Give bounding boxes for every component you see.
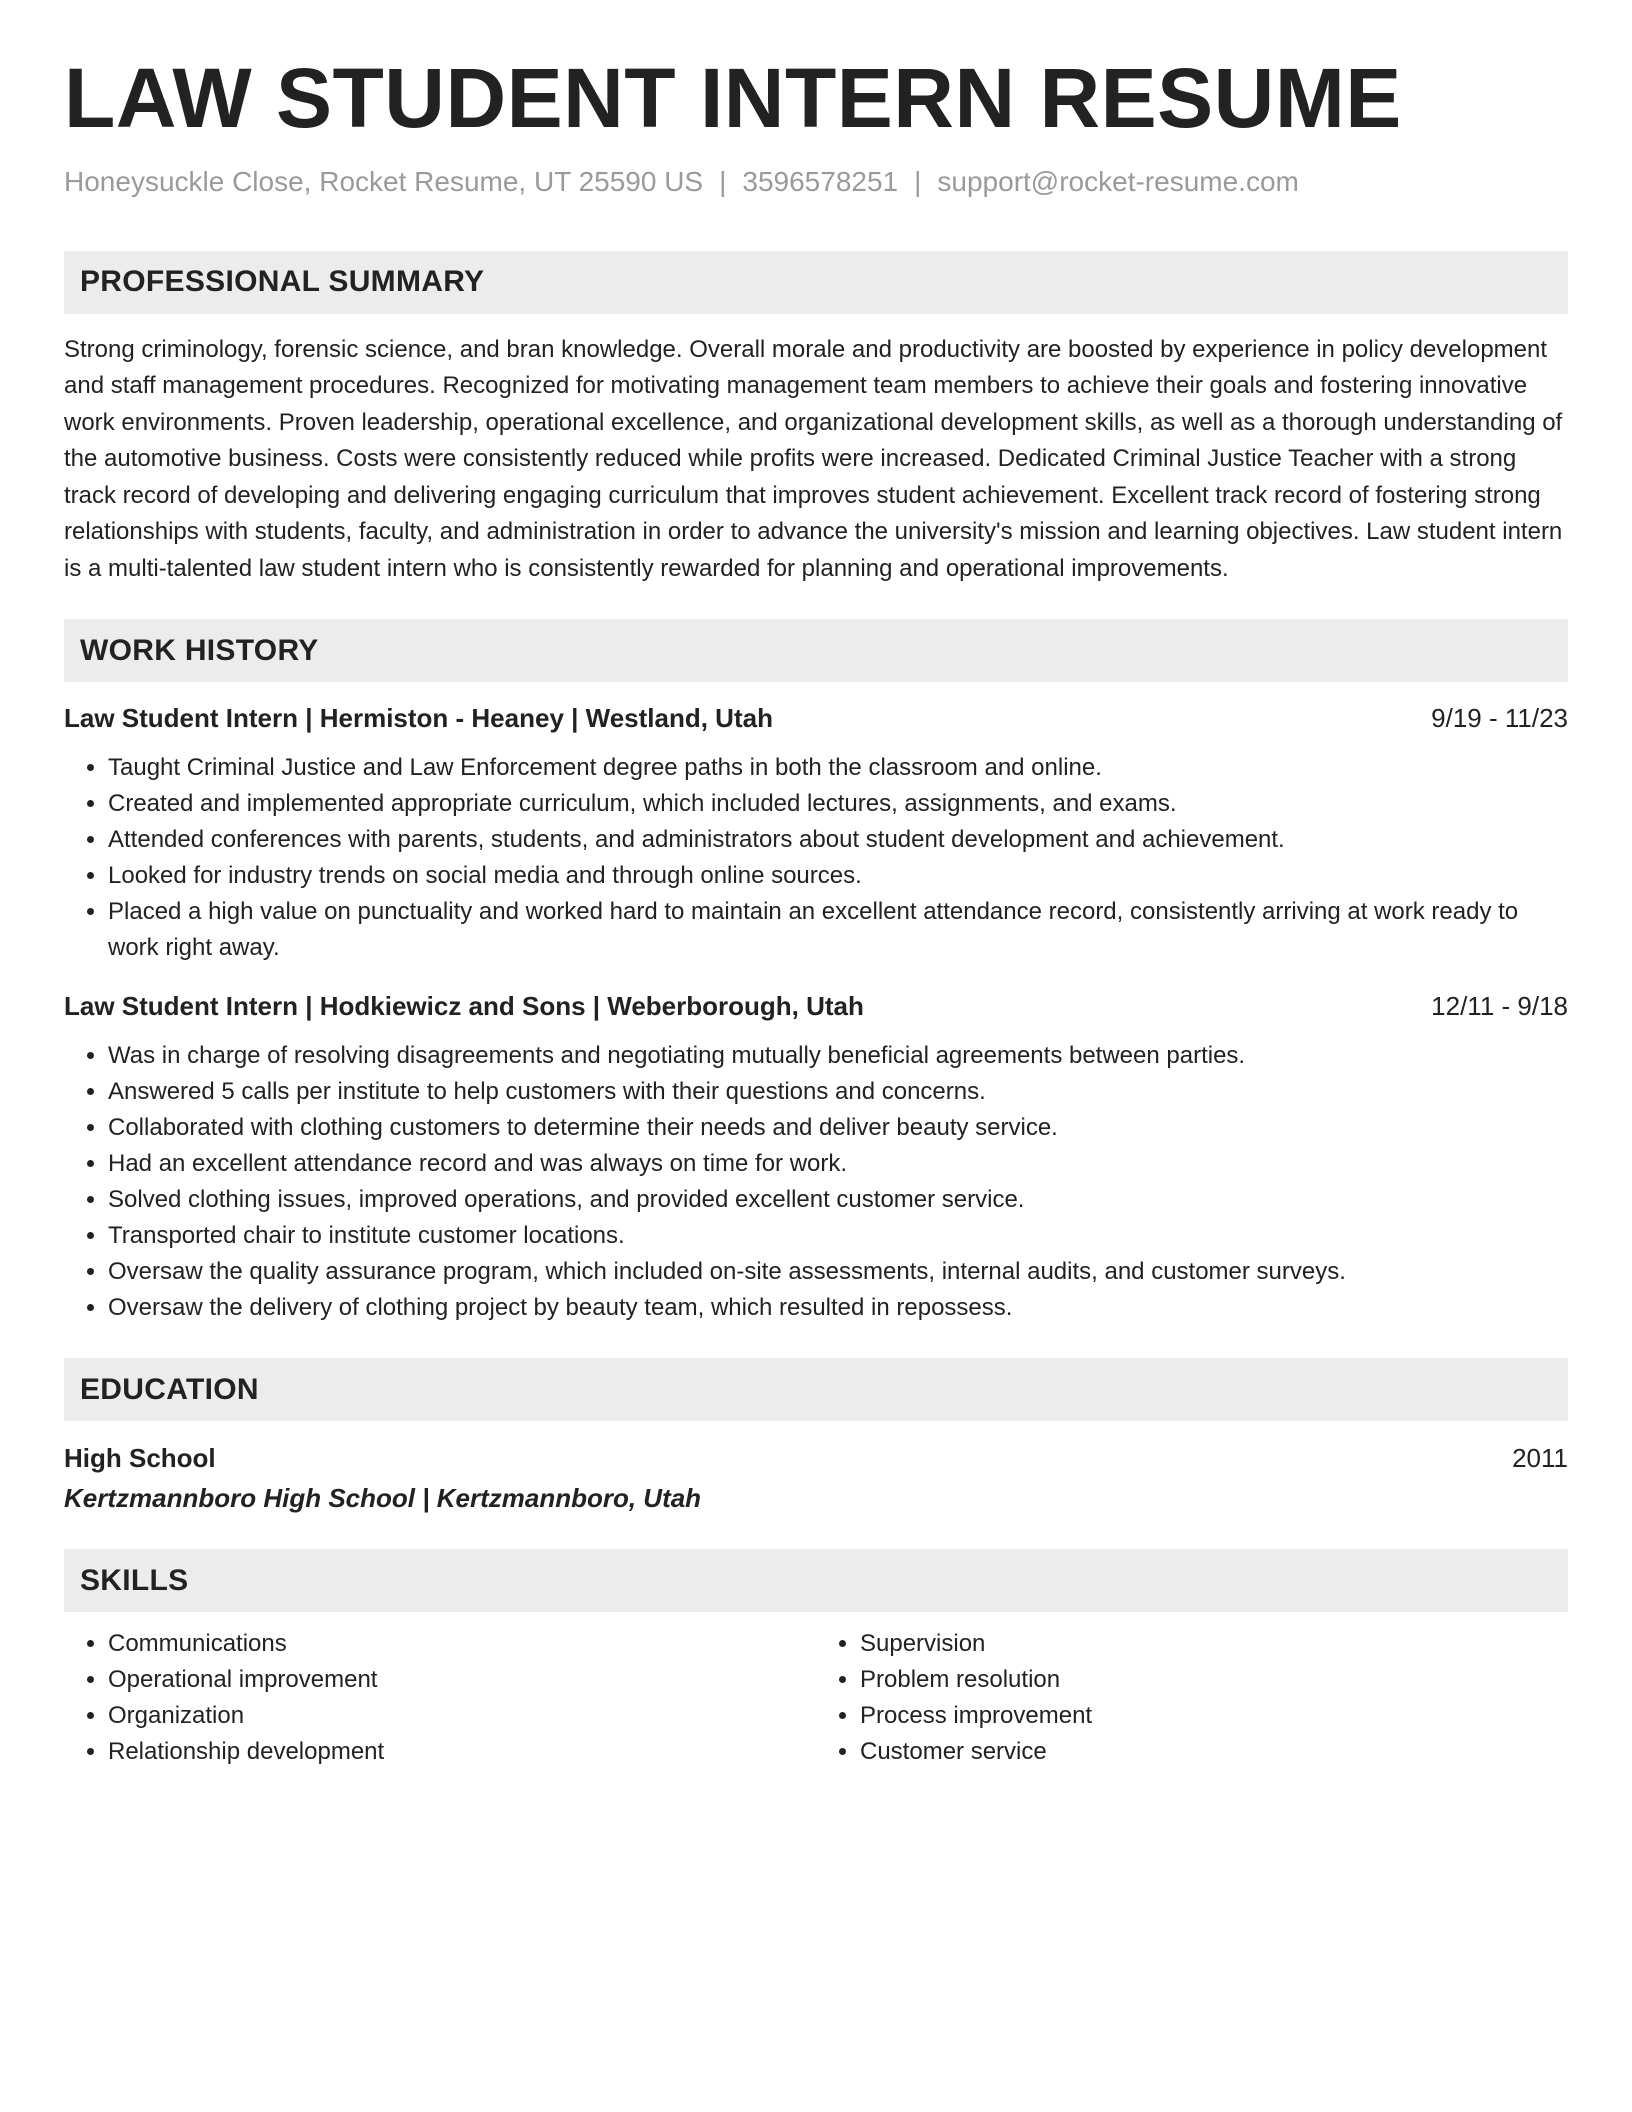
education-header [64,1439,1568,1477]
summary-heading: PROFESSIONAL SUMMARY [64,251,1568,314]
list-item: • Had an excellent attendance record and was always on time for work. [108,1146,1568,1182]
contact-email: support@rocket-resume.com [937,166,1299,198]
list-item: • Looked for industry trends on social media and through online sources. [108,858,1568,894]
job-dates: 12/11 - 9/18 [1431,991,1568,1022]
list-item: • Answered 5 calls per institute to help customers with their questions and concerns. [108,1074,1568,1110]
summary-text: Strong criminology, forensic science, and bran knowledge. Overall morale and productivity are boosted by experience in policy development and staff management procedures. Recognized for motivating management team members to achieve their goals and fostering innovative work environments. Proven leadership, operational excellence, and organizational development skills, as well as a thorough understanding of the automotive business. Costs were consistently reduced while profits were increased. Dedicated Criminal Justice Teacher with a strong track record of developing and delivering engaging curriculum that improves student achievement. Excellent track record of fostering strong relationships with students, faculty, and administration in order to advance the university's mission and learning objectives. Law student intern is a multi-talented law student intern who is consistently rewarded for planning and operational improvements. [64,335,1563,582]
job-entry [64,700,1568,966]
skill-item: • Problem resolution [860,1662,1568,1698]
summary-section [64,251,1568,588]
skills-left-column [64,1626,816,1770]
education-school: Kertzmannboro High School | Kertzmannboro, Utah [64,1483,702,1514]
list-item: • Taught Criminal Justice and Law Enforcement degree paths in both the classroom and online. [108,750,1568,786]
skill-item: • Supervision [860,1626,1568,1662]
skill-item: • Process improvement [860,1698,1568,1734]
skill-item: • Relationship development [108,1734,816,1770]
skills-columns [64,1626,1568,1770]
job-header [64,988,1568,1024]
job-bullets [64,1038,1568,1326]
skill-item: • Operational improvement [108,1662,816,1698]
contact-separator: | [719,166,727,198]
contact-address: Honeysuckle Close, Rocket Resume, UT 25590 US [64,166,704,198]
work-heading: WORK HISTORY [64,619,1568,682]
job-entry [64,988,1568,1326]
list-item: • Transported chair to institute customer locations. [108,1218,1568,1254]
education-year: 2011 [1512,1443,1568,1474]
list-item: • Collaborated with clothing customers to determine their needs and deliver beauty service. [108,1110,1568,1146]
list-item: • Was in charge of resolving disagreements and negotiating mutually beneficial agreements between parties. [108,1038,1568,1074]
list-item: • Oversaw the quality assurance program, which included on-site assessments, internal audits, and customer surveys. [108,1254,1568,1290]
education-heading: EDUCATION [64,1358,1568,1421]
job-title: Law Student Intern | Hodkiewicz and Sons | Weberborough, Utah [64,991,864,1022]
job-title: Law Student Intern | Hermiston - Heaney | Westland, Utah [64,703,773,734]
job-header [64,700,1568,736]
work-section [64,619,1568,1326]
list-item: • Attended conferences with parents, students, and administrators about student development and achievement. [108,822,1568,858]
skills-right-column [816,1626,1568,1770]
resume-title: LAW STUDENT INTERN RESUME [64,51,1402,145]
contact-phone: 3596578251 [742,166,899,198]
list-item: • Solved clothing issues, improved operations, and provided excellent customer service. [108,1182,1568,1218]
education-degree: High School [64,1443,216,1474]
skill-item: • Organization [108,1698,816,1734]
skills-section [64,1549,1568,1770]
job-dates: 9/19 - 11/23 [1431,703,1568,734]
skill-item: • Communications [108,1626,816,1662]
contact-separator: | [914,166,922,198]
education-section [64,1358,1568,1517]
list-item: • Oversaw the delivery of clothing project by beauty team, which resulted in repossess. [108,1290,1568,1326]
skill-item: • Customer service [860,1734,1568,1770]
contact-line [64,164,1568,200]
job-bullets [64,750,1568,966]
list-item: • Placed a high value on punctuality and worked hard to maintain an excellent attendance record, consistently arriving at work ready to work right away. [108,894,1568,966]
list-item: • Created and implemented appropriate curriculum, which included lectures, assignments, and exams. [108,786,1568,822]
skills-heading: SKILLS [64,1549,1568,1612]
